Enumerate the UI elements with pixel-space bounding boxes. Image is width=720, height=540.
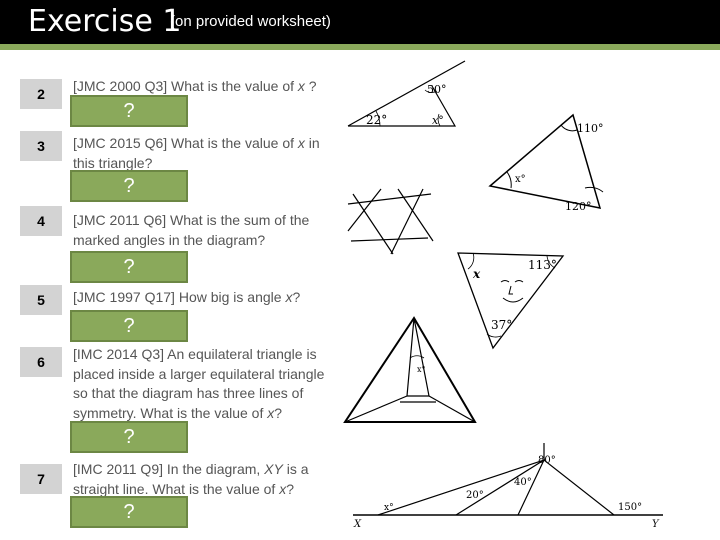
q4-star-diagram <box>343 186 438 258</box>
question-number-7: 7 <box>20 464 62 494</box>
answer-reveal-button-5[interactable]: ? <box>70 310 188 342</box>
q3-triangle-diagram <box>485 110 620 215</box>
q5-var: x <box>473 267 481 281</box>
q7-angle-a: 80° <box>538 455 556 466</box>
title-bar <box>0 0 720 44</box>
question-number-5: 5 <box>20 285 62 315</box>
q6-equilateral-diagram <box>340 314 480 426</box>
q7-label-y: Y <box>652 519 659 528</box>
answer-reveal-button-7[interactable]: ? <box>70 496 188 528</box>
q6-var: x° <box>417 365 426 374</box>
q2-angle-c: 50° <box>427 83 447 96</box>
q2-triangle-diagram <box>340 58 470 133</box>
q5-angle-b: 37° <box>491 318 513 332</box>
q3-angle-b: x° <box>515 174 526 185</box>
q5-angle-a: 113° <box>528 258 557 272</box>
question-5-text: [JMC 1997 Q17] How big is angle x? <box>73 289 301 305</box>
answer-reveal-button-3[interactable]: ? <box>70 170 188 202</box>
q2-angle-a: 22° <box>366 113 388 127</box>
page-subtitle: (on provided worksheet) <box>170 13 331 30</box>
q7-angle-e: 150° <box>618 502 643 513</box>
answer-reveal-button-4[interactable]: ? <box>70 251 188 283</box>
question-2-text: [JMC 2000 Q3] What is the value of x ? <box>73 78 317 94</box>
question-7-text: [IMC 2011 Q9] In the diagram, XY is a straight line. What is the value of x? <box>73 461 309 497</box>
answer-reveal-button-6[interactable]: ? <box>70 421 188 453</box>
question-number-4: 4 <box>20 206 62 236</box>
q7-angle-d: x° <box>384 503 394 513</box>
page-title: Exercise 1 <box>28 4 182 39</box>
q3-angle-a: 110° <box>577 122 604 135</box>
question-number-3: 3 <box>20 131 62 161</box>
q7-straight-line-diagram <box>348 440 668 528</box>
q3-angle-c: 120° <box>565 200 592 213</box>
answer-reveal-button-2[interactable]: ? <box>70 95 188 127</box>
title-underline <box>0 44 720 50</box>
question-3-text: [JMC 2015 Q6] What is the value of x in this triangle? <box>73 135 320 171</box>
q7-label-x: X <box>354 519 362 528</box>
question-6-text: [IMC 2014 Q3] An equilateral triangle is placed inside a larger equilateral triangle so that the diagram has three lines of symmetry. What is the value of x? <box>73 346 325 421</box>
question-4-text: [JMC 2011 Q6] What is the sum of the marked angles in the diagram? <box>73 212 310 248</box>
q7-angle-c: 20° <box>466 490 484 501</box>
question-number-6: 6 <box>20 347 62 377</box>
q2-angle-b: x° <box>432 114 444 127</box>
q7-angle-b: 40° <box>514 477 532 488</box>
question-number-2: 2 <box>20 79 62 109</box>
